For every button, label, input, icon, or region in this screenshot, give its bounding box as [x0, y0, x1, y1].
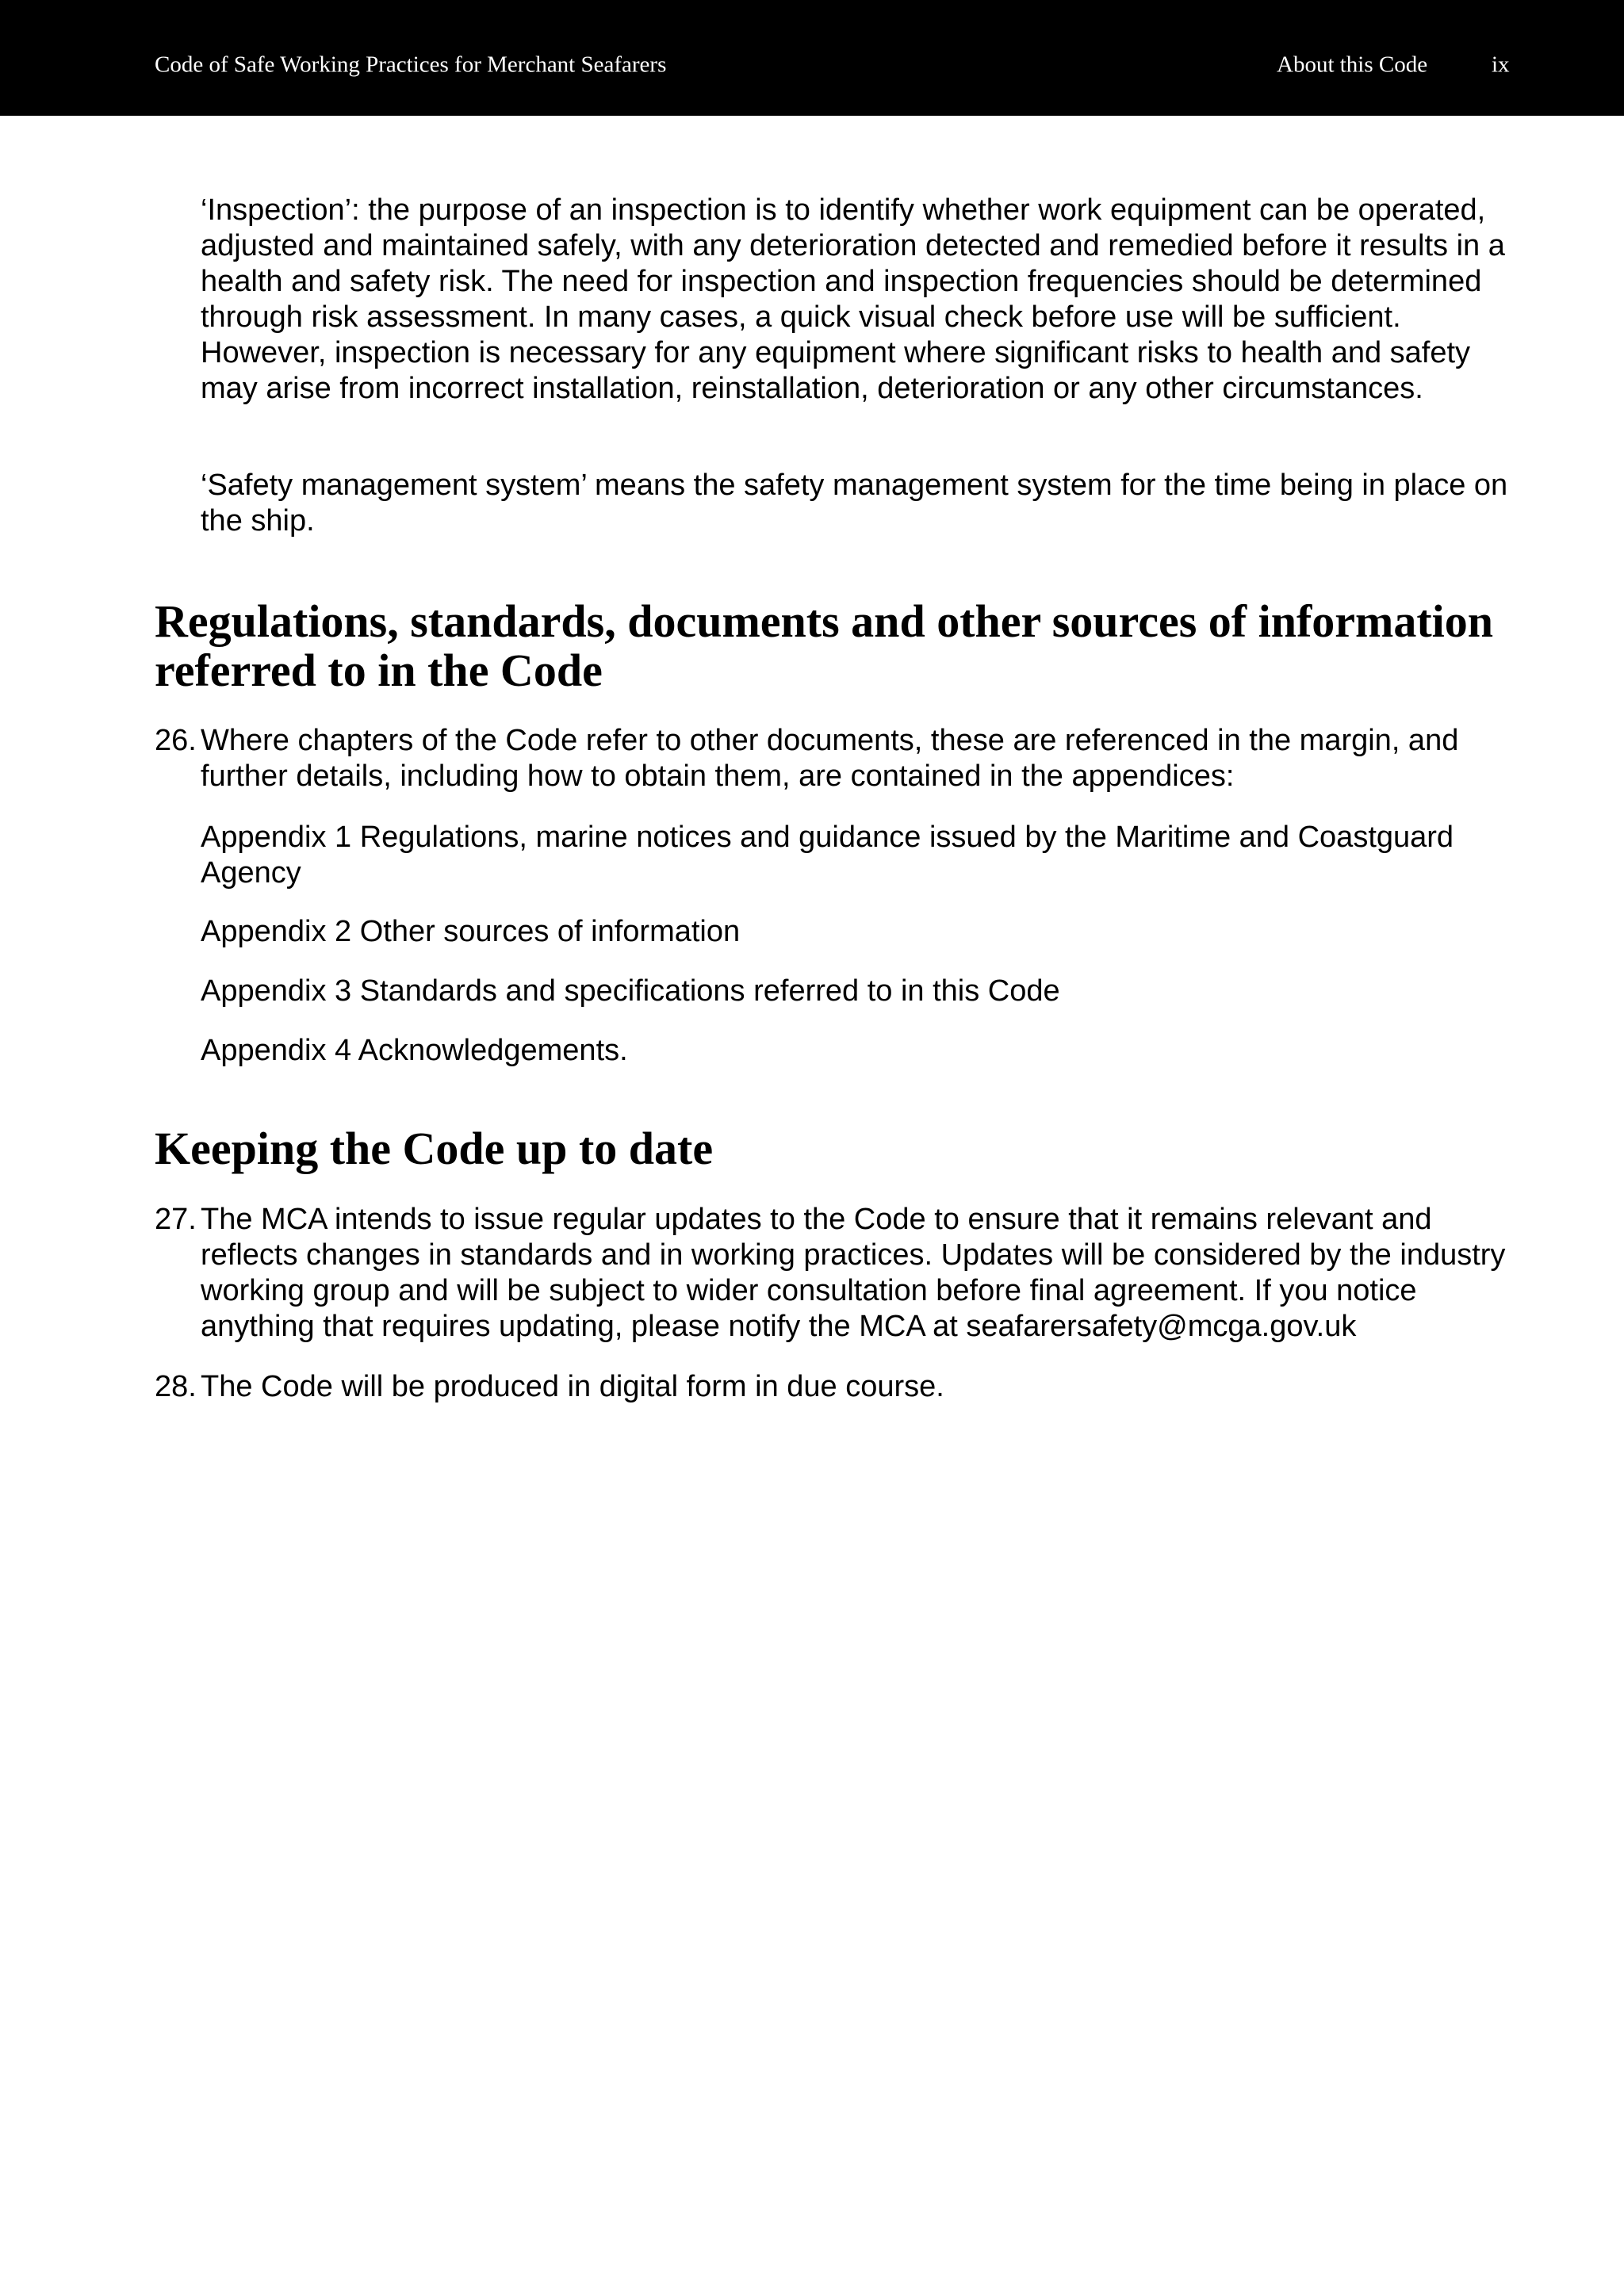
paragraph-27-text: The MCA intends to issue regular updates to the Code to ensure that it remains relevant and reflects changes in standards and in working practices. Updates will be considered by the industry working group and will be subject to wider consultation before final agreement. If you notice anything that requires updating, please notify the MCA at seafarersafety@mcga.gov.uk — [201, 1203, 1506, 1343]
paragraph-26-text: Where chapters of the Code refer to other documents, these are referenced in the margin, and further details, including how to obtain them, are contained in the appendices: — [201, 724, 1459, 793]
paragraph-28-number: 28. — [155, 1370, 197, 1403]
heading-sources: Regulations, standards, documents and other sources of information referred to in the Code — [155, 595, 1494, 696]
paragraph-28-text: The Code will be produced in digital form in due course. — [201, 1370, 944, 1403]
page-header — [0, 0, 1624, 116]
definition-inspection: ‘Inspection’: the purpose of an inspection is to identify whether work equipment can be operated, adjusted and maintained safely, with any deterioration detected and remedied before it results in a health and safety risk. The need for inspection and inspection frequencies should be determined through risk assessment. In many cases, a quick visual check before use will be sufficient. However, inspection is necessary for any equipment where significant risks to health and safety may arise from incorrect installation, reinstallation, deterioration or any other circumstances. — [201, 193, 1505, 405]
heading-keeping-up-to-date: Keeping the Code up to date — [155, 1123, 714, 1174]
document-title: Code of Safe Working Practices for Merchant Seafarers — [155, 52, 667, 78]
section-name: About this Code — [1277, 52, 1428, 78]
paragraph-26-number: 26. — [155, 724, 197, 757]
paragraph-27-number: 27. — [155, 1203, 197, 1236]
appendix-2-item: Appendix 2 Other sources of information — [201, 915, 741, 948]
definition-safety-management-system: ‘Safety management system’ means the safety management system for the time being in place on the ship. — [201, 469, 1508, 538]
appendix-3-item: Appendix 3 Standards and specifications referred to in this Code — [201, 974, 1060, 1008]
appendix-4-item: Appendix 4 Acknowledgements. — [201, 1034, 628, 1067]
appendix-1-item: Appendix 1 Regulations, marine notices and guidance issued by the Maritime and Coastguard Agency — [201, 821, 1454, 890]
page-number: ix — [1492, 52, 1510, 78]
